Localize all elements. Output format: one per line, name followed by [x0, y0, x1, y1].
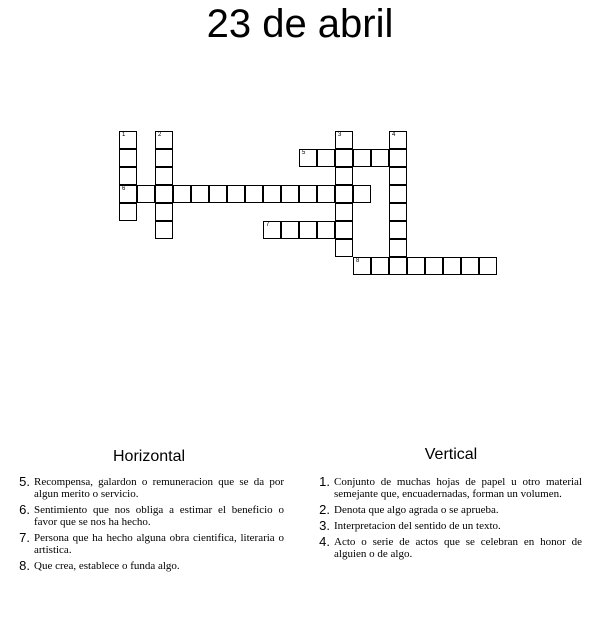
clue-across-5	[14, 476, 284, 500]
clue-number: 1.	[319, 474, 330, 489]
puzzle-title: 23 de abril	[206, 2, 394, 46]
clue-text: Interpretacion del sentido de un texto.	[334, 520, 501, 532]
grid-cell[interactable]	[155, 221, 173, 239]
grid-cell[interactable]	[299, 185, 317, 203]
grid-cell[interactable]	[155, 203, 173, 221]
horizontal-heading: Horizontal	[112, 448, 186, 465]
clue-down-3	[314, 520, 582, 532]
cell-number: 6	[122, 186, 126, 192]
grid-cell[interactable]	[389, 167, 407, 185]
grid-cell[interactable]	[335, 185, 353, 203]
clue-number: 6.	[19, 502, 30, 517]
grid-cell[interactable]	[245, 185, 263, 203]
cell-number: 1	[122, 132, 126, 138]
clue-text: Persona que ha hecho alguna obra cientifica, literaria o artistica.	[34, 532, 284, 556]
cell-number: 7	[266, 222, 270, 228]
horizontal-clue-list	[14, 476, 284, 576]
grid-cell[interactable]	[371, 149, 389, 167]
grid-cell[interactable]	[425, 257, 443, 275]
grid-cell[interactable]	[119, 167, 137, 185]
grid-cell[interactable]	[119, 149, 137, 167]
clue-across-8	[14, 560, 284, 572]
grid-cell[interactable]	[389, 131, 407, 149]
grid-cell[interactable]	[317, 185, 335, 203]
grid-cell[interactable]	[353, 149, 371, 167]
grid-cell[interactable]	[389, 239, 407, 257]
grid-cell[interactable]	[461, 257, 479, 275]
grid-cell[interactable]	[227, 185, 245, 203]
clue-number: 2.	[319, 502, 330, 517]
grid-cell[interactable]	[371, 257, 389, 275]
clue-number: 7.	[19, 530, 30, 545]
grid-cell[interactable]	[353, 185, 371, 203]
grid-cell[interactable]	[281, 221, 299, 239]
grid-cell[interactable]	[389, 221, 407, 239]
clue-text: Denota que algo agrada o se aprueba.	[334, 504, 499, 516]
clue-number: 5.	[19, 474, 30, 489]
grid-cell[interactable]	[137, 185, 155, 203]
grid-cell[interactable]	[389, 149, 407, 167]
grid-cell[interactable]	[155, 149, 173, 167]
grid-cell[interactable]	[299, 221, 317, 239]
grid-cell[interactable]	[155, 185, 173, 203]
grid-cell[interactable]	[299, 149, 317, 167]
grid-cell[interactable]	[155, 167, 173, 185]
clue-down-2	[314, 504, 582, 516]
grid-cell[interactable]	[119, 185, 137, 203]
grid-cell[interactable]	[263, 221, 281, 239]
grid-cell[interactable]	[335, 149, 353, 167]
clue-text: Conjunto de muchas hojas de papel u otro material semejante que, encuadernadas, forman un volumen.	[334, 476, 582, 500]
grid-cell[interactable]	[119, 203, 137, 221]
vertical-clue-list	[314, 476, 582, 564]
clue-number: 3.	[319, 518, 330, 533]
clue-down-1	[314, 476, 582, 500]
grid-cell[interactable]	[209, 185, 227, 203]
clue-across-6	[14, 504, 284, 528]
clue-number: 8.	[19, 558, 30, 573]
grid-cell[interactable]	[389, 185, 407, 203]
cell-number: 3	[338, 132, 342, 138]
clue-down-4	[314, 536, 582, 560]
grid-cell[interactable]	[335, 203, 353, 221]
grid-cell[interactable]	[335, 131, 353, 149]
grid-cell[interactable]	[407, 257, 425, 275]
grid-cell[interactable]	[155, 131, 173, 149]
cell-number: 5	[302, 150, 306, 156]
cell-number: 8	[356, 258, 360, 264]
vertical-heading: Vertical	[424, 446, 478, 463]
grid-cell[interactable]	[335, 167, 353, 185]
cell-number: 4	[392, 132, 396, 138]
grid-cell[interactable]	[335, 221, 353, 239]
clue-text: Que crea, establece o funda algo.	[34, 560, 180, 572]
grid-cell[interactable]	[443, 257, 461, 275]
clue-number: 4.	[319, 534, 330, 549]
clue-text: Sentimiento que nos obliga a estimar el beneficio o favor que se nos ha hecho.	[34, 504, 284, 528]
grid-cell[interactable]	[479, 257, 497, 275]
clue-across-7	[14, 532, 284, 556]
grid-cell[interactable]	[389, 203, 407, 221]
grid-cell[interactable]	[263, 185, 281, 203]
clue-text: Acto o serie de actos que se celebran en honor de alguien o de algo.	[334, 536, 582, 560]
clue-text: Recompensa, galardon o remuneracion que se da por algun merito o servicio.	[34, 476, 284, 500]
grid-cell[interactable]	[173, 185, 191, 203]
grid-cell[interactable]	[281, 185, 299, 203]
grid-cell[interactable]	[389, 257, 407, 275]
crossword-grid	[0, 0, 600, 300]
grid-cell[interactable]	[335, 239, 353, 257]
cell-number: 2	[158, 132, 162, 138]
grid-cell[interactable]	[317, 221, 335, 239]
grid-cell[interactable]	[317, 149, 335, 167]
grid-cell[interactable]	[353, 257, 371, 275]
grid-cell[interactable]	[191, 185, 209, 203]
grid-cell[interactable]	[119, 131, 137, 149]
